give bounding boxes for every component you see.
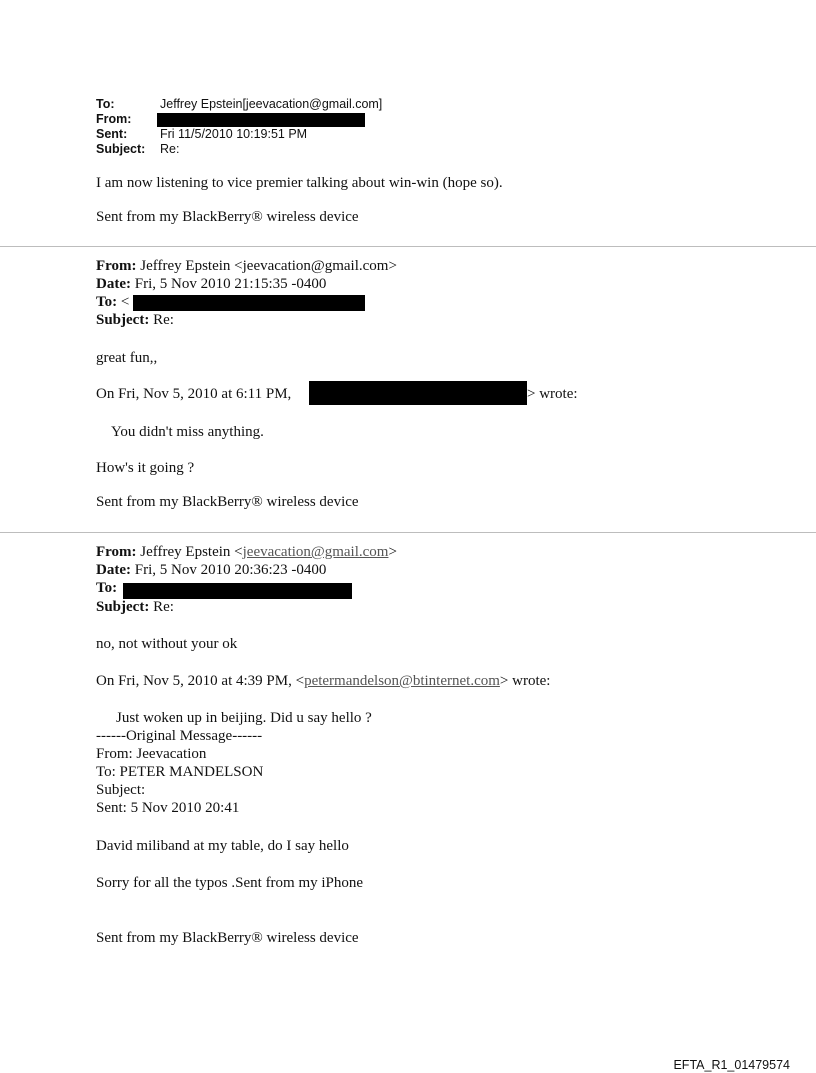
email-link[interactable]: jeevacation@gmail.com: [242, 544, 389, 560]
msg2-subject-label: Subject:: [96, 312, 150, 328]
redaction-bar: [157, 113, 365, 127]
to-value: Jeffrey Epstein[jeevacation@gmail.com]: [160, 97, 383, 111]
divider: [0, 532, 816, 533]
msg2-from-line: [96, 257, 397, 275]
msg2-to-label: To:: [96, 294, 118, 310]
msg3-subject-value: Re:: [153, 599, 174, 615]
quote-intro-prefix: On Fri, Nov 5, 2010 at 4:39 PM, <: [96, 673, 305, 689]
redaction-bar: [309, 381, 527, 405]
from-label: From:: [96, 112, 132, 126]
msg3-from-label: From:: [96, 544, 137, 560]
message-line: How's it going ?: [96, 460, 195, 476]
original-from: From: Jeevacation: [96, 746, 207, 762]
msg2-to-line: [96, 293, 129, 311]
divider: [0, 246, 816, 247]
redaction-bar: [123, 583, 352, 599]
email-link[interactable]: petermandelson@btinternet.com: [304, 673, 500, 689]
msg2-from-value: Jeffrey Epstein <jeevacation@gmail.com>: [140, 258, 397, 274]
to-label: To:: [96, 97, 115, 111]
msg2-to-prefix: <: [120, 294, 130, 310]
msg3-from-line: [96, 543, 397, 561]
original-message-header: ------Original Message------: [96, 728, 263, 744]
sent-label: Sent:: [96, 127, 128, 141]
msg2-subject-line: [96, 311, 174, 329]
subject-value: Re:: [160, 142, 180, 156]
quote-intro-prefix: On Fri, Nov 5, 2010 at 6:11 PM,: [96, 386, 292, 402]
quoted-text: You didn't miss anything.: [111, 424, 264, 440]
original-to: To: PETER MANDELSON: [96, 764, 264, 780]
message-body: no, not without your ok: [96, 636, 238, 652]
msg2-date-value: Fri, 5 Nov 2010 21:15:35 -0400: [134, 276, 327, 292]
msg3-date-label: Date:: [96, 562, 131, 578]
signature: Sent from my BlackBerry® wireless device: [96, 930, 359, 946]
original-subject: Subject:: [96, 782, 146, 798]
msg3-to-line: [96, 579, 117, 597]
msg2-from-label: From:: [96, 258, 137, 274]
original-body: David miliband at my table, do I say hello: [96, 838, 349, 854]
sent-value: Fri 11/5/2010 10:19:51 PM: [160, 127, 308, 141]
redaction-bar: [133, 295, 365, 311]
msg3-to-label: To:: [96, 580, 118, 596]
subject-label: Subject:: [96, 142, 146, 156]
msg3-subject-line: [96, 598, 174, 616]
msg3-date-line: [96, 561, 326, 579]
quote-intro: [96, 672, 550, 690]
msg3-subject-label: Subject:: [96, 599, 150, 615]
message-body: great fun,,: [96, 350, 158, 366]
document-id: EFTA_R1_01479574: [673, 1058, 790, 1072]
quoted-text: Just woken up in beijing. Did u say hello ?: [116, 710, 372, 726]
msg2-subject-value: Re:: [153, 312, 174, 328]
signature: Sent from my BlackBerry® wireless device: [96, 494, 359, 510]
signature: Sent from my BlackBerry® wireless device: [96, 209, 359, 225]
msg3-from-name: Jeffrey Epstein <: [140, 544, 243, 560]
msg2-date-label: Date:: [96, 276, 131, 292]
msg3-from-close: >: [388, 544, 397, 560]
msg3-date-value: Fri, 5 Nov 2010 20:36:23 -0400: [134, 562, 327, 578]
original-sent: Sent: 5 Nov 2010 20:41: [96, 800, 240, 816]
quote-intro-suffix: > wrote:: [527, 386, 578, 402]
original-signature: Sorry for all the typos .Sent from my iPhone: [96, 875, 364, 891]
message-body: I am now listening to vice premier talking about win-win (hope so).: [96, 175, 503, 191]
quote-intro-suffix: > wrote:: [499, 673, 551, 689]
msg2-date-line: [96, 275, 326, 293]
